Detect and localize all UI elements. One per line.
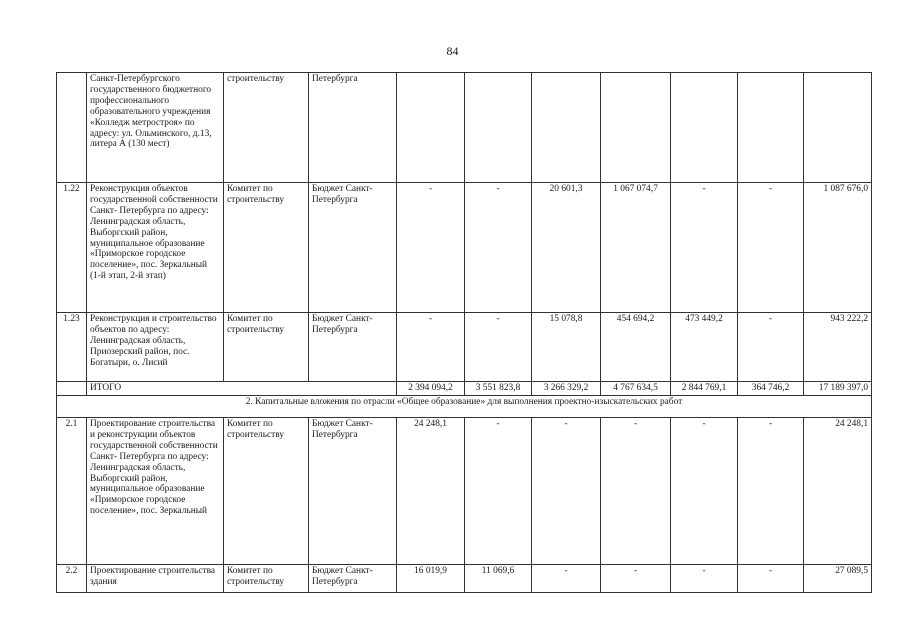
funding-source: Бюджет Санкт- Петербурга (309, 565, 397, 593)
total-value: 364 746,2 (738, 382, 804, 396)
total-value: 3 551 823,8 (465, 382, 532, 396)
amount-cell: - (465, 183, 532, 313)
total-value: 4 767 634,5 (601, 382, 671, 396)
amount-cell: - (532, 418, 601, 565)
page-number: 84 (446, 44, 459, 58)
amount-cell: 24 248,1 (397, 418, 465, 565)
table-row (57, 418, 872, 565)
row-number (57, 73, 87, 183)
amount-cell: 473 449,2 (671, 313, 738, 382)
customer: Комитет по строительству (224, 418, 309, 565)
section-header: 2. Капитальные вложения по отрасли «Общее образование» для выполнения проектно-изыскательских работ (57, 396, 872, 418)
amount-cell: 943 222,2 (804, 313, 872, 382)
row-number: 1.22 (57, 183, 87, 313)
amount-cell: 20 601,3 (532, 183, 601, 313)
amount-cell: - (397, 183, 465, 313)
amount-cell: 24 248,1 (804, 418, 872, 565)
table-row (57, 183, 872, 313)
amount-cell: - (397, 313, 465, 382)
customer: Комитет по строительству (224, 565, 309, 593)
object-name: Реконструкция и строительство объектов по адресу: Ленинградская область, Приозерский район, пос. Богатыри, о. Лисий (87, 313, 224, 382)
amount-cell: - (465, 313, 532, 382)
object-name: Санкт-Петербургского государственного бюджетного профессионального образовательного учреждения «Колледж метростроя» по адресу: ул. Ольминского, д.13, литера А (130 мест) (87, 73, 224, 183)
budget-table (56, 72, 872, 593)
object-name: Проектирование строительства и реконструкции объектов государственной собственности Санкт- Петербурга по адресу: Ленинградская область, Выборгский район, муниципальное образование «Приморское городское поселение», пос. Зеркальный (87, 418, 224, 565)
amount-cell: - (738, 418, 804, 565)
object-name: Реконструкция объектов государственной собственности Санкт- Петербурга по адресу: Ленинградская область, Выборгский район, муниципальное образование «Приморское городское поселение», пос. Зеркальный (1-й этап, 2-й этап) (87, 183, 224, 313)
amount-cell: 454 694,2 (601, 313, 671, 382)
total-row (57, 382, 872, 396)
customer: строительству (224, 73, 309, 183)
table-row (57, 313, 872, 382)
funding-source: Бюджет Санкт- Петербурга (309, 183, 397, 313)
amount-cell: - (738, 183, 804, 313)
amount-cell: - (465, 418, 532, 565)
row-number: 2.1 (57, 418, 87, 565)
amount-cell (804, 73, 872, 183)
funding-source: Бюджет Санкт- Петербурга (309, 313, 397, 382)
row-number: 1.23 (57, 313, 87, 382)
total-value: 3 266 329,2 (532, 382, 601, 396)
amount-cell: - (671, 183, 738, 313)
amount-cell (671, 73, 738, 183)
amount-cell: - (601, 565, 671, 593)
amount-cell (601, 73, 671, 183)
amount-cell: - (671, 565, 738, 593)
amount-cell: 16 019,9 (397, 565, 465, 593)
amount-cell: - (671, 418, 738, 565)
amount-cell: - (738, 313, 804, 382)
total-value: 2 394 094,2 (397, 382, 465, 396)
amount-cell: - (532, 565, 601, 593)
funding-source: Петербурга (309, 73, 397, 183)
amount-cell: 27 089,5 (804, 565, 872, 593)
amount-cell: 1 087 676,0 (804, 183, 872, 313)
amount-cell (397, 73, 465, 183)
amount-cell: 15 078,8 (532, 313, 601, 382)
amount-cell: - (601, 418, 671, 565)
total-label: ИТОГО (87, 382, 397, 396)
amount-cell (532, 73, 601, 183)
customer: Комитет по строительству (224, 183, 309, 313)
table-row (57, 565, 872, 593)
amount-cell (465, 73, 532, 183)
amount-cell: - (738, 565, 804, 593)
table-row (57, 73, 872, 183)
total-value: 2 844 769,1 (671, 382, 738, 396)
row-number: 2.2 (57, 565, 87, 593)
amount-cell: 1 067 074,7 (601, 183, 671, 313)
row-number (57, 382, 87, 396)
customer: Комитет по строительству (224, 313, 309, 382)
funding-source: Бюджет Санкт- Петербурга (309, 418, 397, 565)
object-name: Проектирование строительства здания (87, 565, 224, 593)
amount-cell (738, 73, 804, 183)
section-header-row (57, 396, 872, 418)
amount-cell: 11 069,6 (465, 565, 532, 593)
total-value: 17 189 397,0 (804, 382, 872, 396)
